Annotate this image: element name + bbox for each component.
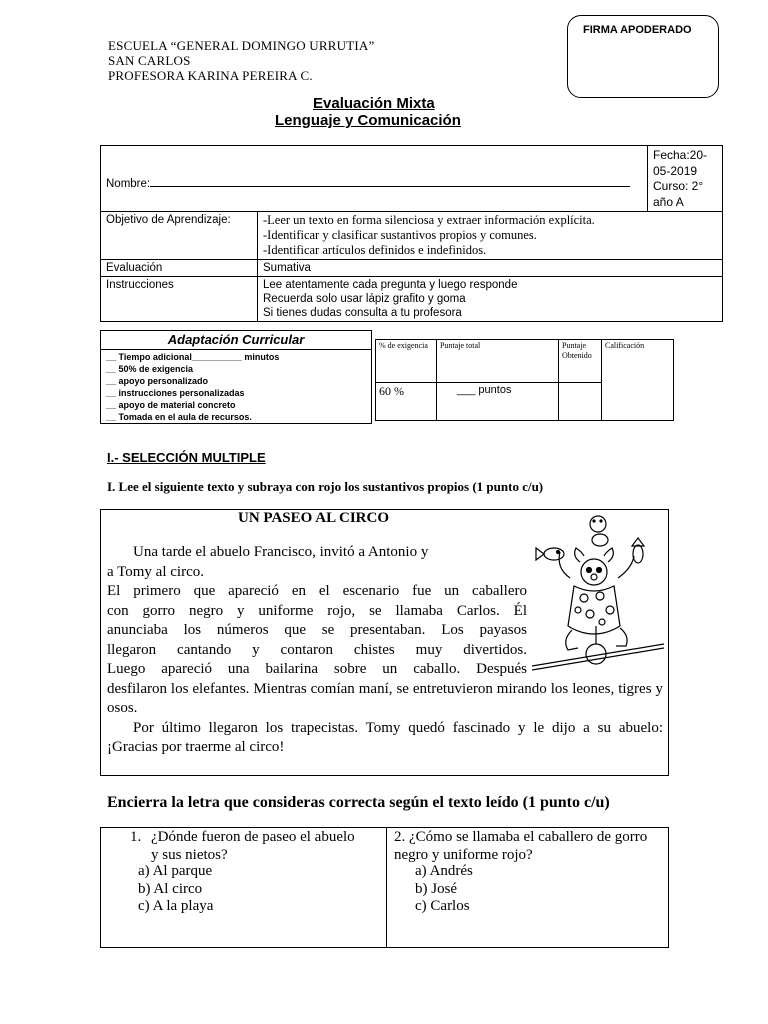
reading-paragraph: Por último llegaron los trapecistas. Tomy quedó fascinado y le dijo a su abuelo: ¡Gracias por traerme al circo! [107, 719, 663, 755]
adaptation-box [100, 330, 372, 424]
reading-text [107, 543, 663, 758]
instruction-item: Recuerda solo usar lápiz grafito y goma [263, 293, 466, 305]
adaptation-item: __ Tomada en el aula de recursos. [106, 412, 252, 422]
name-label: Nombre: [106, 177, 151, 190]
reading-line: Luego apareció una bailarina sobre un caballo. Después [107, 661, 527, 677]
objective-item: -Identificar artículos definidos e indefinidos. [263, 243, 487, 257]
section-title: I.- SELECCIÓN MULTIPLE [107, 450, 266, 465]
score-obtained-value[interactable] [559, 383, 602, 421]
question-1 [101, 828, 387, 947]
section-instruction: I. Lee el siguiente texto y subraya con rojo los sustantivos propios (1 punto c/u) [107, 479, 544, 494]
objectives-cell [258, 212, 723, 260]
date-course-cell [648, 146, 723, 212]
score-points-cell [437, 383, 559, 421]
score-table [375, 339, 674, 421]
reading-line: a Tomy al circo. [107, 563, 204, 580]
evaluation-label: Evaluación [101, 260, 258, 277]
question-text: ¿Dónde fueron de paseo el abuelo y sus nietos? [151, 829, 355, 863]
course-label: Curso: 2° año A [653, 179, 704, 209]
instructions-label: Instrucciones [101, 277, 258, 322]
objective-label: Objetivo de Aprendizaje: [101, 212, 258, 260]
name-cell[interactable] [101, 146, 648, 212]
questions-table [100, 827, 669, 948]
question-option[interactable]: a) Al parque [138, 863, 213, 879]
questions-instruction: Encierra la letra que consideras correcta según el texto leído (1 punto c/u) [107, 794, 610, 811]
question-option[interactable]: a) Andrés [415, 863, 473, 879]
question-number: 1. [130, 829, 142, 845]
objective-item: -Leer un texto en forma silenciosa y extraer información explícita. [263, 213, 595, 227]
question-text-wrap [394, 829, 664, 864]
score-header-percent: % de exigencia [376, 340, 437, 383]
reading-line: llegaron cantando y contaron chistes muy divertidos. [107, 641, 527, 658]
question-option[interactable]: c) Carlos [415, 898, 470, 914]
score-header-total: Puntaje total [437, 340, 559, 383]
adaptation-title: Adaptación Curricular [101, 331, 371, 350]
question-option[interactable]: b) Al circo [138, 880, 203, 897]
reading-line: con gorro negro y uniforme rojo, se llamaba Carlos. Él [107, 602, 527, 619]
score-header-obtained: Puntaje Obtenido [559, 340, 602, 383]
question-2 [387, 828, 668, 947]
info-table [100, 145, 723, 322]
evaluation-value: Sumativa [258, 260, 723, 277]
instruction-item: Lee atentamente cada pregunta y luego responde [263, 279, 518, 291]
instruction-item: Si tienes dudas consulta a tu profesora [263, 307, 462, 319]
signature-box [567, 15, 719, 98]
instructions-cell [258, 277, 723, 322]
score-header-grade: Calificación [602, 340, 674, 421]
page-title: Evaluación Mixta [313, 95, 435, 112]
reading-line: anunciaba los números que se presentaban. Los payasos [107, 622, 527, 638]
reading-box [100, 509, 669, 776]
score-percent-value: 60 % [376, 383, 437, 421]
adaptation-item: __ instrucciones personalizadas [106, 388, 245, 398]
score-points-blank[interactable]: ___ [457, 384, 476, 396]
name-blank-line[interactable] [150, 176, 630, 187]
question-text: ¿Cómo se llamaba el caballero de gorro negro y uniforme rojo? [394, 829, 648, 863]
question-option[interactable]: c) A la playa [138, 898, 214, 914]
reading-line: Una tarde el abuelo Francisco, invitó a Antonio y [133, 544, 429, 560]
signature-label: FIRMA APODERADO [583, 24, 692, 36]
question-option[interactable]: b) José [415, 880, 458, 897]
adaptation-item: __ Tiempo adicional__________ minutos [106, 352, 280, 362]
school-city: SAN CARLOS [108, 53, 191, 68]
reading-paragraph: desfilaron los elefantes. Mientras comían maní, se entretuvieron mirando los leones, tigres y osos. [107, 680, 663, 716]
date-label: Fecha:20-05-2019 [653, 148, 708, 178]
adaptation-item: __ apoyo personalizado [106, 376, 209, 386]
adaptation-item: __ 50% de exigencia [106, 364, 194, 374]
teacher-name: PROFESORA KARINA PEREIRA C. [108, 68, 313, 83]
score-points-label: puntos [478, 384, 512, 396]
question-number: 2. [394, 829, 406, 845]
adaptation-item: __ apoyo de material concreto [106, 400, 236, 410]
reading-line: El primero que apareció en el escenario fue un caballero [107, 583, 527, 599]
reading-title: UN PASEO AL CIRCO [238, 510, 389, 526]
school-name: ESCUELA “GENERAL DOMINGO URRUTIA” [108, 38, 375, 53]
subject-title: Lenguaje y Comunicación [275, 112, 461, 129]
objective-item: -Identificar y clasificar sustantivos propios y comunes. [263, 228, 537, 242]
